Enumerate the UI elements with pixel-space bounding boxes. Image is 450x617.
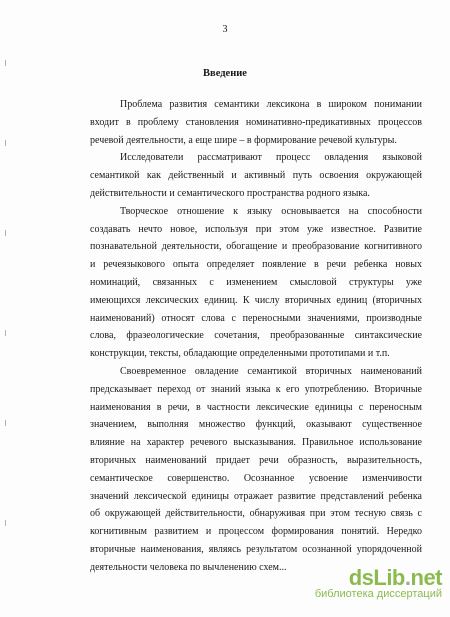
text-line: речевой деятельности, а еще шире – в формирование речевой культуры. xyxy=(90,134,397,146)
page-number: 3 xyxy=(222,24,228,35)
text-line: номинаций, связанных с изменением смысловой структуры уже xyxy=(90,276,422,288)
text-line: влияние на характер речевого высказывания. Правильное использование xyxy=(90,437,422,449)
text-line: значений лексической единицы отражает развитие представлений ребенка xyxy=(90,490,422,502)
text-line: вторичные наименования, являясь результатом осознанной упорядоченной xyxy=(90,543,422,555)
text-line: семантическое совершенство. Осознанное усвоение изменчивости xyxy=(90,472,422,484)
text-line: об окружающей действительности, обнаруживая при этом тесную связь с xyxy=(90,508,422,520)
text-line: действительности и семантического пространства родного языка. xyxy=(90,187,370,199)
text-line: слова, фразеологические сочетания, преобразованные синтаксические xyxy=(90,330,422,342)
text-line: имеющихся лексических единиц. К числу вторичных единиц (вторичных xyxy=(90,294,422,306)
scan-margin-marks xyxy=(2,0,10,617)
watermark-subtitle: библиотека диссертаций xyxy=(314,588,442,600)
text-line: наименований) относят слова с переносными значениями, производные xyxy=(90,312,422,324)
document-body xyxy=(90,96,422,577)
text-line: и речеязыкового опыта определяет появление в речи ребенка новых xyxy=(90,259,422,271)
text-line: наименования в речи, в частности лексические единицы с переносным xyxy=(90,401,422,413)
text-line: создавать нечто новое, используя при этом уже известное. Развитие xyxy=(90,223,422,235)
text-line: значением, выполняя множество функций, оказывают существенное xyxy=(90,419,422,431)
page-title: Введение xyxy=(203,68,247,79)
text-line: вторичных наименований придает речи образность, выразительность, xyxy=(90,454,422,466)
text-line: Проблема развития семантики лексикона в широком понимании xyxy=(120,99,422,110)
text-line: Своевременное овладение семантикой вторичных наименований xyxy=(120,365,422,377)
text-line: Творческое отношение к языку основывается на способности xyxy=(120,205,422,217)
text-line: деятельности человека по вычленению схем... xyxy=(90,561,287,573)
text-line: предсказывает переход от знаний языка к его употреблению. Вторичные xyxy=(90,383,422,395)
text-line: входит в проблему становления номинативно-предикативных процессов xyxy=(90,116,422,128)
text-line: Исследователи рассматривают процесс овладения языковой xyxy=(120,152,422,164)
text-line: когнитивным развитием и процессом формирования понятий. Нередко xyxy=(90,526,422,538)
dslib-watermark xyxy=(292,565,442,615)
text-line: семантикой как действенный и активный путь освоения окружающей xyxy=(90,170,422,182)
watermark-logo: dsLib.net xyxy=(348,565,442,590)
text-line: конструкции, тексты, обладающие определенными прототипами и т.п. xyxy=(90,348,390,360)
text-line: познавательной деятельности, обогащение и преобразование когнитивного xyxy=(90,241,422,253)
